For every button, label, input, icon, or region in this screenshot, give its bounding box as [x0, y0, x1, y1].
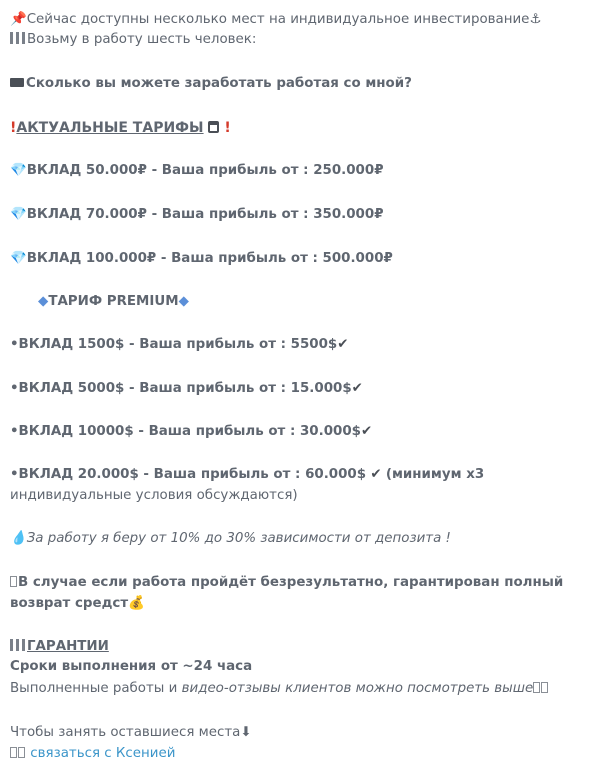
- cta-text: Чтобы занять оставшиеся места⬇: [10, 723, 252, 743]
- intro-line-2: Возьму в работу шесть человек:: [10, 30, 256, 50]
- commission-note: 💧За работу я беру от 10% до 30% зависимости от депозита !: [10, 529, 451, 549]
- deadline: Сроки выполнения от ~24 часа: [10, 659, 253, 674]
- intro-line-1: 📌Сейчас доступны несколько мест на индивидуальное инвестирование⚓: [10, 10, 541, 30]
- exclamation-icon: !: [224, 120, 231, 136]
- calendar-icon: [208, 121, 219, 133]
- contact-line: [10, 744, 175, 764]
- check-icon: ✔: [360, 424, 373, 439]
- bars-icon: [10, 32, 25, 44]
- premium-row: •ВКЛАД 10000$ - Ваша прибыль от : 30.000$✔: [10, 424, 373, 439]
- premium-row: •ВКЛАД 1500$ - Ваша прибыль от : 5500$✔: [10, 337, 349, 352]
- tariff-row: 💎ВКЛАД 70.000₽ - Ваша прибыль от : 350.000₽: [10, 205, 384, 225]
- earn-question: Сколько вы можете заработать работая со мной?: [10, 74, 412, 94]
- check-icon: ✔: [337, 337, 349, 352]
- gem-icon: 💎: [10, 163, 27, 178]
- pushpin-icon: 📌: [10, 12, 27, 27]
- tariffs-title: !АКТУАЛЬНЫЕ ТАРИФЫ !: [10, 120, 231, 136]
- missing-glyph-icon: [541, 682, 548, 693]
- refund-note: В случае если работа пройдёт безрезультатно, гарантирован полный возврат средст💰: [10, 572, 575, 614]
- contact-link[interactable]: связаться с Ксенией: [30, 746, 176, 761]
- diamond-icon: ◆: [38, 294, 49, 309]
- droplet-icon: 💧: [10, 531, 27, 546]
- anchor-icon: ⚓: [529, 12, 542, 27]
- credit-card-icon: [10, 78, 24, 87]
- missing-glyph-icon: [533, 682, 540, 693]
- premium-title: ◆ТАРИФ PREMIUM◆: [38, 292, 189, 312]
- missing-glyph-icon: [10, 747, 17, 758]
- exclamation-icon: !: [10, 120, 17, 136]
- gem-icon: 💎: [10, 251, 27, 266]
- missing-glyph-icon: [18, 747, 25, 758]
- gem-icon: 💎: [10, 207, 27, 222]
- arrow-down-icon: ⬇: [240, 725, 252, 740]
- check-icon: ✔: [351, 381, 363, 396]
- premium-row: •ВКЛАД 5000$ - Ваша прибыль от : 15.000$✔: [10, 381, 363, 396]
- reviews-note: Выполненные работы и видео-отзывы клиентов можно посмотреть выше: [10, 679, 549, 699]
- premium-row-last: •ВКЛАД 20.000$ - Ваша прибыль от : 60.000$ ✔ (минимум х3 индивидуальные условия обсуждаются): [10, 467, 485, 503]
- bars-icon: [10, 639, 25, 651]
- check-icon: ✔: [370, 467, 382, 482]
- diamond-icon: ◆: [178, 294, 189, 309]
- missing-glyph-icon: [10, 576, 17, 587]
- money-bag-icon: 💰: [128, 596, 145, 611]
- tariff-row: 💎ВКЛАД 100.000₽ - Ваша прибыль от : 500.000₽: [10, 249, 393, 269]
- tariff-row: 💎ВКЛАД 50.000₽ - Ваша прибыль от : 250.000₽: [10, 161, 384, 181]
- guarantees-title: ГАРАНТИИ: [10, 637, 109, 657]
